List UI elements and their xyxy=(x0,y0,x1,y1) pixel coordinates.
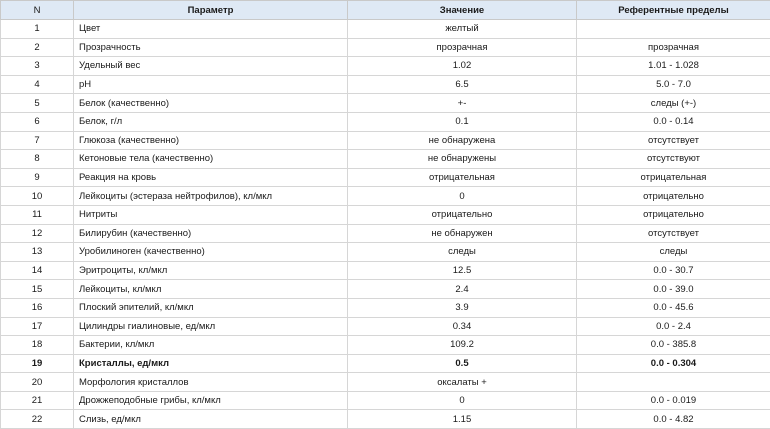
row-parameter: Кетоновые тела (качественно) xyxy=(74,150,348,169)
row-number: 19 xyxy=(1,354,74,373)
row-value: отрицательная xyxy=(348,168,577,187)
table-row xyxy=(1,150,770,169)
row-reference: 0.0 - 385.8 xyxy=(577,336,770,355)
row-number: 16 xyxy=(1,298,74,317)
row-value: 0 xyxy=(348,391,577,410)
header-reference: Референтные пределы xyxy=(577,1,770,20)
row-value: прозрачная xyxy=(348,38,577,57)
row-number: 13 xyxy=(1,243,74,262)
row-parameter: Белок (качественно) xyxy=(74,94,348,113)
row-value: оксалаты + xyxy=(348,373,577,392)
row-number: 4 xyxy=(1,75,74,94)
table-row xyxy=(1,261,770,280)
row-reference: 0.0 - 30.7 xyxy=(577,261,770,280)
row-parameter: Кристаллы, ед/мкл xyxy=(74,354,348,373)
table-row xyxy=(1,224,770,243)
table-row xyxy=(1,280,770,299)
row-number: 7 xyxy=(1,131,74,150)
row-number: 11 xyxy=(1,205,74,224)
row-parameter: Лейкоциты, кл/мкл xyxy=(74,280,348,299)
row-number: 1 xyxy=(1,20,74,39)
row-reference: отрицательно xyxy=(577,187,770,206)
row-reference: следы (+-) xyxy=(577,94,770,113)
table-row xyxy=(1,410,770,429)
row-number: 22 xyxy=(1,410,74,429)
row-reference: следы xyxy=(577,243,770,262)
row-number: 3 xyxy=(1,57,74,76)
table-row xyxy=(1,354,770,373)
row-number: 9 xyxy=(1,168,74,187)
table-row xyxy=(1,391,770,410)
row-reference: отрицательно xyxy=(577,205,770,224)
row-parameter: Билирубин (качественно) xyxy=(74,224,348,243)
row-value: отрицательно xyxy=(348,205,577,224)
row-reference: 0.0 - 0.019 xyxy=(577,391,770,410)
row-reference xyxy=(577,20,770,39)
row-number: 5 xyxy=(1,94,74,113)
row-number: 6 xyxy=(1,112,74,131)
table-row xyxy=(1,205,770,224)
row-value: 109.2 xyxy=(348,336,577,355)
row-reference: 5.0 - 7.0 xyxy=(577,75,770,94)
table-row xyxy=(1,187,770,206)
row-parameter: Дрожжеподобные грибы, кл/мкл xyxy=(74,391,348,410)
row-reference: отсутствует xyxy=(577,224,770,243)
header-parameter: Параметр xyxy=(74,1,348,20)
row-number: 17 xyxy=(1,317,74,336)
row-parameter: Плоский эпителий, кл/мкл xyxy=(74,298,348,317)
row-value: не обнаружена xyxy=(348,131,577,150)
row-number: 20 xyxy=(1,373,74,392)
row-parameter: Удельный вес xyxy=(74,57,348,76)
row-number: 2 xyxy=(1,38,74,57)
row-reference: прозрачная xyxy=(577,38,770,57)
row-value: 0.5 xyxy=(348,354,577,373)
row-number: 15 xyxy=(1,280,74,299)
row-parameter: Цилиндры гиалиновые, ед/мкл xyxy=(74,317,348,336)
row-number: 14 xyxy=(1,261,74,280)
table-row xyxy=(1,298,770,317)
row-value: +- xyxy=(348,94,577,113)
row-value: 0 xyxy=(348,187,577,206)
row-parameter: Морфология кристаллов xyxy=(74,373,348,392)
row-parameter: Эритроциты, кл/мкл xyxy=(74,261,348,280)
row-number: 10 xyxy=(1,187,74,206)
table-row xyxy=(1,243,770,262)
row-reference: отсутствует xyxy=(577,131,770,150)
table-row xyxy=(1,57,770,76)
table-row xyxy=(1,131,770,150)
row-value: не обнаружен xyxy=(348,224,577,243)
row-reference: 0.0 - 4.82 xyxy=(577,410,770,429)
row-parameter: Белок, г/л xyxy=(74,112,348,131)
table-row xyxy=(1,38,770,57)
row-parameter: Глюкоза (качественно) xyxy=(74,131,348,150)
row-parameter: Реакция на кровь xyxy=(74,168,348,187)
row-value: 0.1 xyxy=(348,112,577,131)
row-value: 1.02 xyxy=(348,57,577,76)
row-value: 0.34 xyxy=(348,317,577,336)
row-parameter: Слизь, ед/мкл xyxy=(74,410,348,429)
row-parameter: Лейкоциты (эстераза нейтрофилов), кл/мкл xyxy=(74,187,348,206)
row-reference: 1.01 - 1.028 xyxy=(577,57,770,76)
row-number: 12 xyxy=(1,224,74,243)
table-body xyxy=(1,20,770,429)
row-parameter: Бактерии, кл/мкл xyxy=(74,336,348,355)
row-number: 21 xyxy=(1,391,74,410)
header-row xyxy=(1,1,770,20)
row-parameter: Уробилиноген (качественно) xyxy=(74,243,348,262)
table-row xyxy=(1,336,770,355)
row-value: следы xyxy=(348,243,577,262)
row-reference: 0.0 - 0.14 xyxy=(577,112,770,131)
table-row xyxy=(1,317,770,336)
row-reference: отрицательная xyxy=(577,168,770,187)
row-value: 6.5 xyxy=(348,75,577,94)
table-row xyxy=(1,373,770,392)
row-parameter: pH xyxy=(74,75,348,94)
row-reference: 0.0 - 39.0 xyxy=(577,280,770,299)
table-row xyxy=(1,94,770,113)
row-parameter: Прозрачность xyxy=(74,38,348,57)
table-row xyxy=(1,20,770,39)
row-reference: 0.0 - 45.6 xyxy=(577,298,770,317)
row-reference: 0.0 - 0.304 xyxy=(577,354,770,373)
table-header xyxy=(1,1,770,20)
row-reference: 0.0 - 2.4 xyxy=(577,317,770,336)
header-number: N xyxy=(1,1,74,20)
row-value: 12.5 xyxy=(348,261,577,280)
table-row xyxy=(1,112,770,131)
row-value: 3.9 xyxy=(348,298,577,317)
table-row xyxy=(1,168,770,187)
table-row xyxy=(1,75,770,94)
row-value: желтый xyxy=(348,20,577,39)
row-parameter: Нитриты xyxy=(74,205,348,224)
row-value: 2.4 xyxy=(348,280,577,299)
row-value: 1.15 xyxy=(348,410,577,429)
header-value: Значение xyxy=(348,1,577,20)
row-value: не обнаружены xyxy=(348,150,577,169)
row-number: 18 xyxy=(1,336,74,355)
row-reference: отсутствуют xyxy=(577,150,770,169)
row-number: 8 xyxy=(1,150,74,169)
row-parameter: Цвет xyxy=(74,20,348,39)
row-reference xyxy=(577,373,770,392)
